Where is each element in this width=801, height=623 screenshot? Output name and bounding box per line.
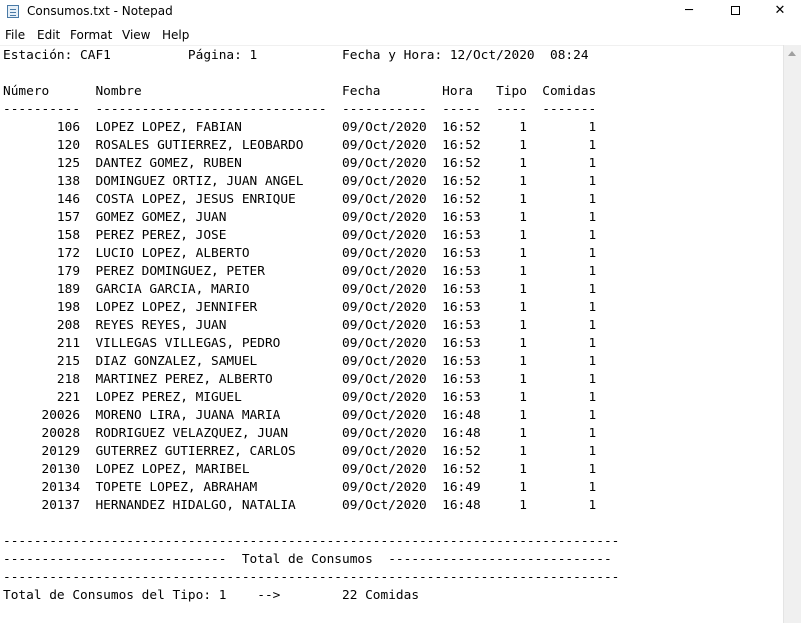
vertical-scrollbar[interactable] (783, 45, 801, 623)
menu-edit[interactable]: Edit (37, 28, 61, 42)
menu-help[interactable]: Help (162, 28, 190, 42)
minimize-button[interactable] (666, 0, 712, 24)
window-title: Consumos.txt - Notepad (27, 4, 173, 18)
minimize-icon: ─ (685, 3, 693, 18)
menu-file[interactable]: File (5, 28, 26, 42)
close-icon: ✕ (774, 3, 786, 18)
text-editor[interactable] (0, 45, 783, 623)
document-text[interactable]: Estación: CAF1 Página: 1 Fecha y Hora: 12/Oct/2020 08:24 Número Nombre Fecha Hora Tipo Comidas ---------- ------------------------------ ----------- ----- ---- ------- 106 LOPEZ LOPEZ, FABIAN 09/Oct/2020 16:52 1 1 120 ROSALES GUTIERREZ, LEOBARDO 09/Oct/2020 16:52 1 1 125 DANTEZ GOMEZ, RUBEN 09/Oct/2020 16:52 1 1 138 DOMINGUEZ ORTIZ, JUAN ANGEL 09/Oct/2020 16:52 1 1 146 COSTA LOPEZ, JESUS ENRIQUE 09/Oct/2020 16:52 1 1 157 GOMEZ GOMEZ, JUAN 09/Oct/2020 16:53 1 1 158 PEREZ PEREZ, JOSE 09/Oct/2020 16:53 1 1 172 LUCIO LOPEZ, ALBERTO 09/Oct/2020 16:53 1 1 179 PEREZ DOMINGUEZ, PETER 09/Oct/2020 16:53 1 1 189 GARCIA GARCIA, MARIO 09/Oct/2020 16:53 1 1 198 LOPEZ LOPEZ, JENNIFER 09/Oct/2020 16:53 1 1 208 REYES REYES, JUAN 09/Oct/2020 16:53 1 1 211 VILLEGAS VILLEGAS, PEDRO 09/Oct/2020 16:53 1 1 215 DIAZ GONZALEZ, SAMUEL 09/Oct/2020 16:53 1 1 218 MARTINEZ PEREZ, ALBERTO 09/Oct/2020 16:53 1 1 221 LOPEZ PEREZ, MIGUEL 09/Oct/2020 16:53 1 1 20026 MORENO LIRA, JUANA MARIA 09/Oct/2020 16:48 1 1 20028 RODRIGUEZ VELAZQUEZ, JUAN 09/Oct/2020 16:48 1 1 20129 GUTERREZ GUTIERREZ, CARLOS 09/Oct/2020 16:52 1 1 20130 LOPEZ LOPEZ, MARIBEL 09/Oct/2020 16:52 1 1 20134 TOPETE LOPEZ, ABRAHAM 09/Oct/2020 16:49 1 1 20137 HERNANDEZ HIDALGO, NATALIA 09/Oct/2020 16:48 1 1 -------------------------------------------------------------------------------- ----------------------------- Total de Consumos ----------------------------- -------------------------------------------------------------------------------- Total de Consumos del Tipo: 1 --> 22 Comidas (3, 48, 620, 603)
notepad-app-icon[interactable] (7, 5, 19, 18)
maximize-button[interactable] (712, 0, 758, 24)
menu-bar (0, 26, 801, 44)
maximize-icon (731, 6, 740, 15)
title-bar[interactable] (0, 0, 801, 24)
menu-format[interactable]: Format (70, 28, 113, 42)
menu-view[interactable]: View (122, 28, 151, 42)
close-button[interactable] (757, 0, 801, 24)
scroll-up-arrow-icon[interactable] (788, 51, 796, 56)
